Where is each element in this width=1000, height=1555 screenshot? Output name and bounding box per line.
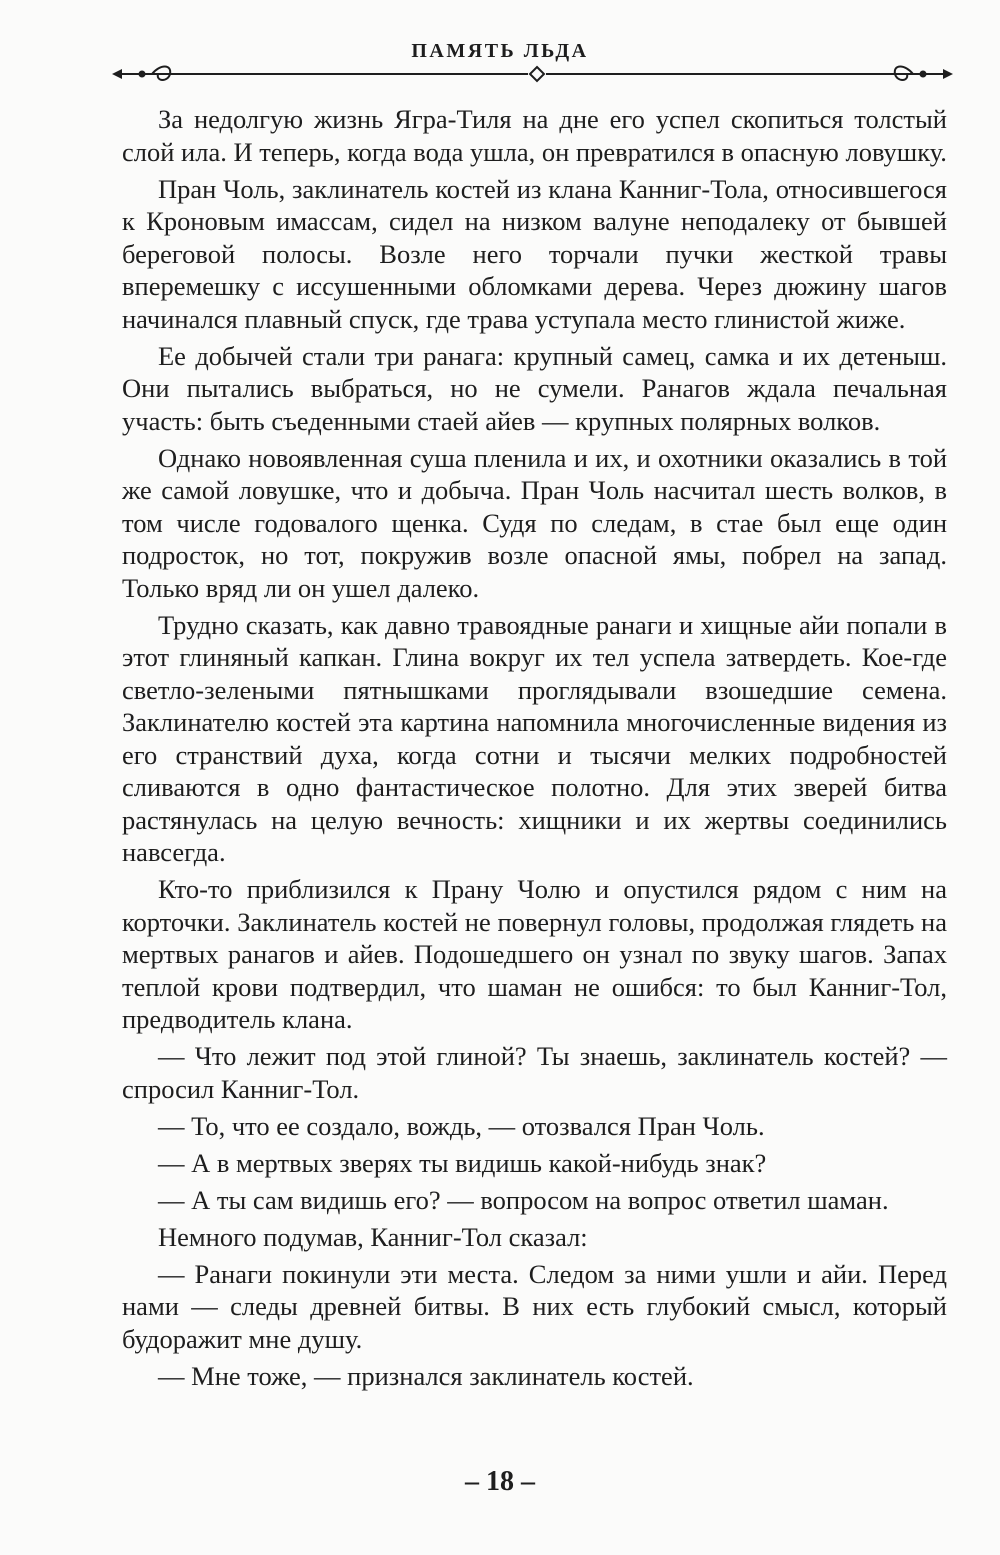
paragraph: Трудно сказать, как давно травоядные ранаги и хищные айи попали в этот глиняный капкан. Глина вокруг их тел успела затвердеть. Кое-где светло-зелеными пятнышками проглядывали взошедшие семена. Заклинателю костей эта картина напомнила многочисленные видения из его странствий духа, когда сотни и тысячи мелких подробностей сливаются в одно фантастическое полотно. Для этих зверей битва растянулась на целую вечность: хищники и их жертвы соединились навсегда.	[122, 609, 947, 867]
paragraph: Ее добычей стали три ранага: крупный самец, самка и их детеныш. Они пытались выбраться, но не сумели. Ранагов ждала печальная участь: быть съеденными стаей айев — крупных полярных волков.	[122, 340, 947, 436]
header-ornament-rule	[110, 62, 955, 86]
ornament-right-dot	[920, 71, 927, 78]
paragraph: Кто-то приблизился к Прану Чолю и опустился рядом с ним на корточки. Заклинатель костей не повернул головы, продолжая глядеть на мертвых ранагов и айев. Подошедшего он узнал по звуку шагов. Запах теплой крови подтвердил, что шаман не ошибся: то был Канниг-Тол, предводитель клана.	[122, 874, 947, 1034]
dialogue-line: — То, что ее создало, вождь, — отозвался Пран Чоль.	[158, 1110, 765, 1141]
running-title: ПАМЯТЬ ЛЬДА	[411, 40, 589, 62]
page-number: – 18 –	[465, 1466, 535, 1497]
main-text	[122, 103, 947, 1397]
dialogue-line: — Ранаги покинули эти места. Следом за ними ушли и айи. Перед нами — следы древней битвы. В них есть глубокий смысл, который будоражит мне душу.	[122, 1258, 947, 1354]
dialogue-line: — А ты сам видишь его? — вопросом на вопрос ответил шаман.	[158, 1184, 889, 1215]
dialogue-line: — А в мертвых зверях ты видишь какой-нибудь знак?	[158, 1147, 767, 1178]
ornament-left-dot	[139, 71, 146, 78]
paragraph: Немного подумав, Канниг-Тол сказал:	[158, 1221, 588, 1252]
ornament-left-arrow	[112, 69, 122, 79]
dialogue-line: — Мне тоже, — признался заклинатель костей.	[158, 1360, 694, 1391]
paragraph: Однако новоявленная суша пленила и их, и охотники оказались в той же самой ловушке, что и добыча. Пран Чоль насчитал шесть волков, в том числе годовалого щенка. Судя по следам, в стае был еще один подросток, но тот, покружив возле опасной ямы, побрел на запад. Только вряд ли он ушел далеко.	[122, 442, 947, 603]
paragraph: Пран Чоль, заклинатель костей из клана Канниг-Тола, относившегося к Кроновым имассам, сидел на низком валуне неподалеку от бывшей береговой полосы. Возле него торчали пучки жесткой травы вперемешку с иссушенными обломками дерева. Через дюжину шагов начинался плавный спуск, где трава уступала место глинистой жиже.	[122, 173, 947, 334]
ornament-right-arrow	[943, 69, 953, 79]
dialogue-line: — Что лежит под этой глиной? Ты знаешь, заклинатель костей? — спросил Канниг-Тол.	[122, 1041, 947, 1104]
paragraph: За недолгую жизнь Ягра-Тиля на дне его успел скопиться толстый слой ила. И теперь, когда вода ушла, он превратился в опасную ловушку.	[122, 104, 947, 167]
ornament-diamond	[530, 67, 544, 81]
